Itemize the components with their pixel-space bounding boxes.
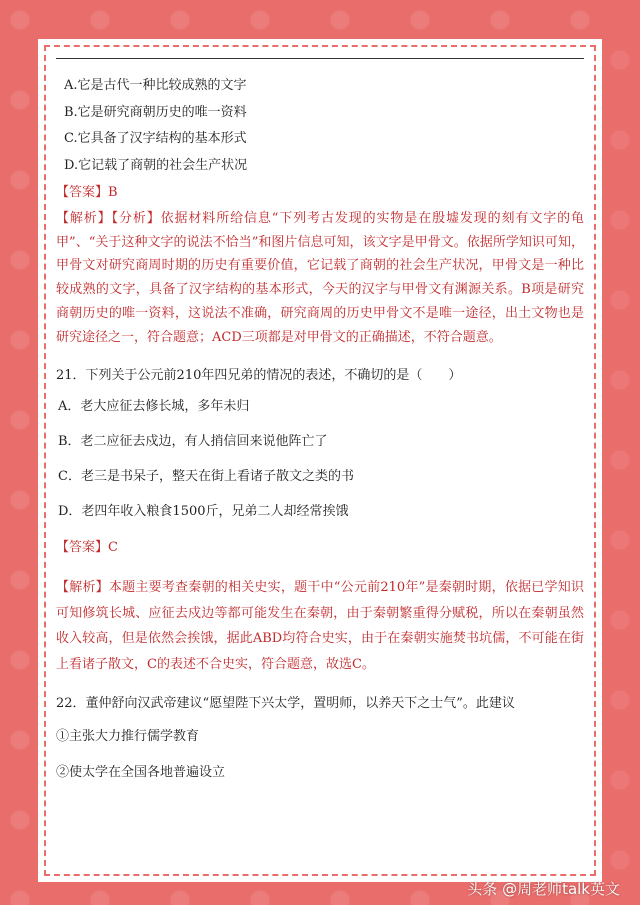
q20-option-c: C.它具备了汉字结构的基本形式: [64, 131, 247, 146]
q21-option-b: B．老二应征去戍边，有人捎信回来说他阵亡了: [58, 434, 328, 450]
q20-option-b: B.它是研究商朝历史的唯一资料: [64, 104, 247, 120]
q21-option-a: A．老大应征去修长城，多年未归: [58, 399, 250, 415]
q21-option-d: D．老四年收入粮食1500斤，兄弟二人却经常挨饿: [58, 504, 349, 520]
q21-analysis: 【解析】本题主要考查秦朝的相关史实，题干中“公元前210年”是秦朝时期，依据已学知识可知修筑长城、应征去戍边等都可能发生在秦朝，由于秦朝繁重得分赋税，所以在秦朝虽然收入较高，但是依然会挨饿，据此ABD均符合史实，由于在秦朝实施焚书坑儒，不可能在街上看诸子散文，C的表述不合史实，符合题意，故选C。: [56, 580, 584, 672]
q20-answer: 【答案】B: [56, 185, 118, 200]
top-rule: [56, 58, 584, 59]
q20-analysis: 【解析】【分析】依据材料所给信息“下列考古发现的实物是在殷墟发现的刻有文字的龟甲”、“关于这种文字的说法不恰当”和图片信息可知，该文字是甲骨文。依据所学知识可知，甲骨文对研究商周时期的历史有重要价值，它记载了商朝的社会生产状况，甲骨文是一种比较成熟的文字，具备了汉字结构的基本形式，今天的汉字与甲骨文有渊源关系。B项是研究商朝历史的唯一资料，这说法不准确，研究商周的历史甲骨文不是唯一途径，出土文物也是研究途径之一，符合题意；ACD三项都是对甲骨文的正确描述，不符合题意。: [56, 211, 584, 345]
q22-question: 22．董仲舒向汉武帝建议“愿望陛下兴太学，置明师，以养天下之士气”。此建议: [56, 696, 515, 712]
watermark: 头条 @周老师talk英文: [467, 880, 620, 898]
q22-option-1: ①主张大力推行儒学教育: [56, 729, 200, 745]
document-content: [56, 58, 584, 791]
q20-option-d: D.它记载了商朝的社会生产状况: [64, 157, 248, 173]
q21-answer: 【答案】C: [56, 540, 118, 556]
q20-option-a: A.它是古代一种比较成熟的文字: [64, 78, 247, 93]
q21-option-c: C．老三是书呆子，整天在街上看诸子散文之类的书: [58, 469, 354, 485]
q21-question: 21．下列关于公元前210年四兄弟的情况的表述，不确切的是（ ）: [56, 368, 462, 384]
q22-option-2: ②使太学在全国各地普遍设立: [56, 765, 226, 781]
